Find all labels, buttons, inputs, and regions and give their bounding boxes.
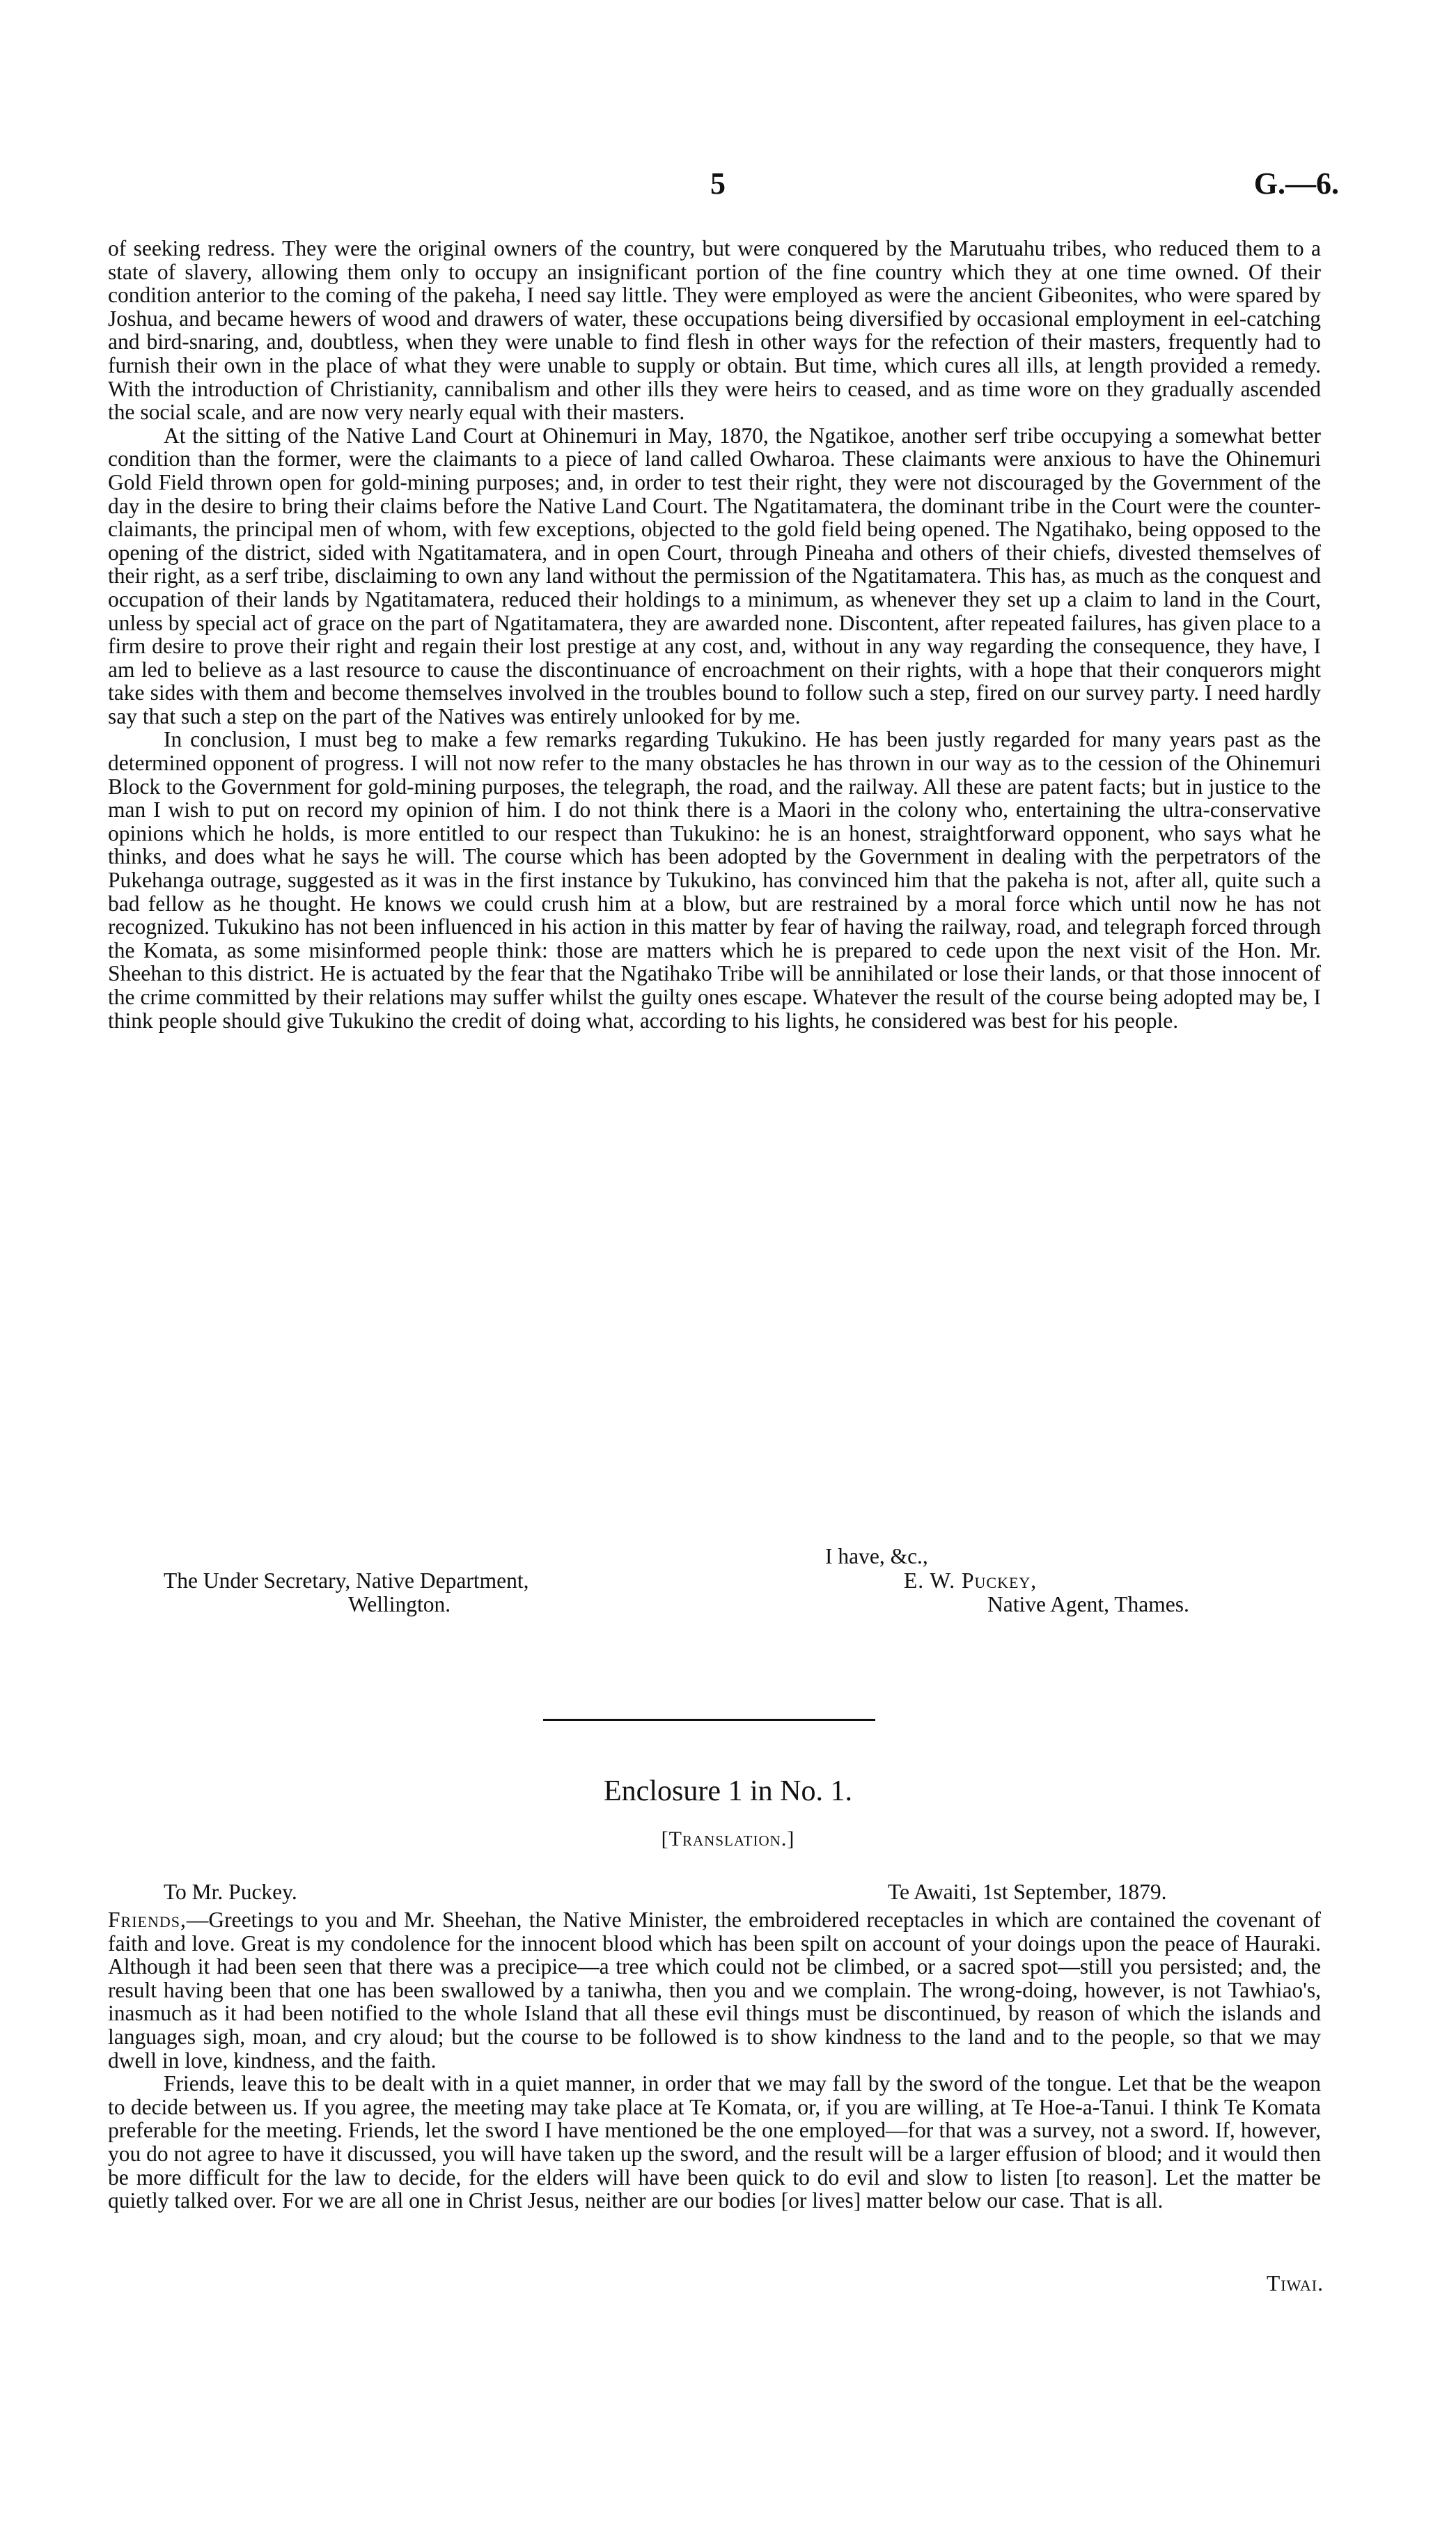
document-reference: G.—6. bbox=[1253, 166, 1339, 201]
letter-paragraph-1: of seeking redress. They were the original owners of the country, but were conquered by the Marutuahu tribes, who reduced them to a state of slavery, allowing them only to occupy an insignificant portion of the fine country which they at one time owned. Of their condition anterior to the coming of the pakeha, I need say little. They were employed as were the ancient Gibeonites, who were spared by Joshua, and became hewers of wood and drawers of water, these occupations being diversified by occasional employment in eel-catching and bird-snaring, and, doubtless, when they were unable to find flesh in other ways for the refection of their masters, frequently had to furnish their own in the place of what they were unable to supply or obtain. But time, which cures all ills, at length provided a remedy. With the introduction of Christianity, cannibalism and other ills they were heirs to ceased, and as time wore on they gradually ascended the social scale, and are now very nearly equal with their masters. bbox=[108, 236, 1321, 425]
enclosure-signature: Tiwai. bbox=[1267, 2271, 1324, 2295]
enclosure-paragraph-1-text: —Greetings to you and Mr. Sheehan, the Native Minister, the embroidered receptacles in which are contained the covenant of faith and love. Great is my condolence for the innocent blood which has been spilt on account of your doings upon the peace of Hauraki. Although it had been seen that there was a precipice—a tree which could not be climbed, or a sacred spot—still you persisted; and, the result having been that one has been swallowed by a taniwha, then you and we complain. The wrong-doing, however, is not Tawhiao's, inasmuch as it had been notified to the whole Island that all these evil things must be discontinued, by reason of which the islands and languages sigh, moan, and cry aloud; but the course to be followed is to show kindness to the land and to the people, so that we may dwell in love, kindness, and the faith. bbox=[108, 1908, 1321, 2073]
addressee-line-2: Wellington. bbox=[348, 1592, 451, 1616]
letter-paragraph-2: At the sitting of the Native Land Court at Ohinemuri in May, 1870, the Ngatikoe, another serf tribe occupying a somewhat better condition than the former, were the claimants to a piece of land called Owharoa. These claimants were anxious to have the Ohinemuri Gold Field thrown open for gold-mining purposes; and, in order to test their right, they were not discouraged by the Government of the day in the desire to bring their claims before the Native Land Court. The Ngatitamatera, the dominant tribe in the Court were the counter-claimants, the principal men of whom, with few exceptions, objected to the gold field being opened. The Ngatihako, being opposed to the opening of the district, sided with Ngatitamatera, and in open Court, through Pineaha and others of their chiefs, divested themselves of their right, as a serf tribe, disclaiming to own any land without the permission of the Ngatitamatera. This has, as much as the conquest and occupation of their lands by Ngatitamatera, reduced their holdings to a minimum, as whenever they set up a claim to land in the Court, unless by special act of grace on the part of Ngatitamatera, they are awarded none. Discontent, after repeated failures, has given place to a firm desire to prove their right and regain their lost prestige at any cost, and, without in any way regarding the consequence, they have, I am led to believe as a last resource to cause the discontinuance of encroachment on their rights, with a hope that their conquerors might take sides with them and become themselves involved in the troubles bound to follow such a step, fired on our survey party. I need hardly say that such a step on the part of the Natives was entirely unlooked for by me. bbox=[108, 423, 1321, 728]
enclosure-body bbox=[108, 1908, 1321, 2213]
letter-paragraph-3: In conclusion, I must beg to make a few remarks regarding Tukukino. He has been justly regarded for many years past as the determined opponent of progress. I will not now refer to the many obstacles he has thrown in our way as to the cession of the Ohinemuri Block to the Government for gold-mining purposes, the telegraph, the road, and the railway. All these are patent facts; but in justice to the man I wish to put on record my opinion of him. I do not think there is a Maori in the colony who, entertaining the ultra-conservative opinions which he holds, is more entitled to our respect than Tukukino: he is an honest, straightforward opponent, who says what he thinks, and does what he says he will. The course which has been adopted by the Government in dealing with the perpetrators of the Pukehanga outrage, suggested as it was in the first instance by Tukukino, has convinced him that the pakeha is not, after all, quite such a bad fellow as he thought. He knows we could crush him at a blow, but are restrained by a moral force which until now he has not recognized. Tukukino has not been influenced in his action in this matter by fear of having the railway, road, and telegraph forced through the Komata, as some misinformed people think: those are matters which he is prepared to cede upon the next visit of the Hon. Mr. Sheehan to this district. He is actuated by the fear that the Ngatihako Tribe will be annihilated or lose their lands, or that those innocent of the crime committed by their relations may suffer whilst the guilty ones escape. Whatever the result of the course being adopted may be, I think people should give Tukukino the credit of doing what, according to his lights, he considered was best for his people. bbox=[108, 727, 1321, 1033]
signer-name: E. W. Puckey, bbox=[904, 1568, 1038, 1593]
enclosure-paragraph-2: Friends, leave this to be dealt with in a quiet manner, in order that we may fall by the sword of the tongue. Let that be the weapon to decide between us. If you agree, the meeting may take place at Te Komata, or, if you are willing, at Te Hoe-a-Tanui. I think Te Komata preferable for the meeting. Friends, let the sword I have mentioned be the one employed—for that was a survey, not a sword. If, however, you do not agree to have it discussed, you will have taken up the sword, and the result will be a larger effusion of blood; and it would then be more difficult for the law to decide, for the elders will have been quick to do evil and slow to listen [to reason]. Let the matter be quietly talked over. For we are all one in Christ Jesus, neither are our bodies [or lives] matter below our case. That is all. bbox=[108, 2071, 1321, 2213]
section-divider bbox=[543, 1719, 875, 1721]
closing-line: I have, &c., bbox=[825, 1544, 928, 1568]
enclosure-to-line: To Mr. Puckey. bbox=[164, 1880, 297, 1904]
signer-title: Native Agent, Thames. bbox=[987, 1592, 1189, 1616]
enclosure-paragraph-1 bbox=[108, 1908, 1321, 2072]
salutation: Friends, bbox=[108, 1908, 187, 1932]
addressee-line-1: The Under Secretary, Native Department, bbox=[164, 1568, 529, 1593]
enclosure-place-date: Te Awaiti, 1st September, 1879. bbox=[888, 1880, 1167, 1904]
enclosure-title: Enclosure 1 in No. 1. bbox=[604, 1775, 852, 1807]
letter-body bbox=[108, 237, 1321, 1032]
page-number: 5 bbox=[710, 166, 726, 201]
enclosure-subtitle: [Translation.] bbox=[661, 1827, 795, 1850]
